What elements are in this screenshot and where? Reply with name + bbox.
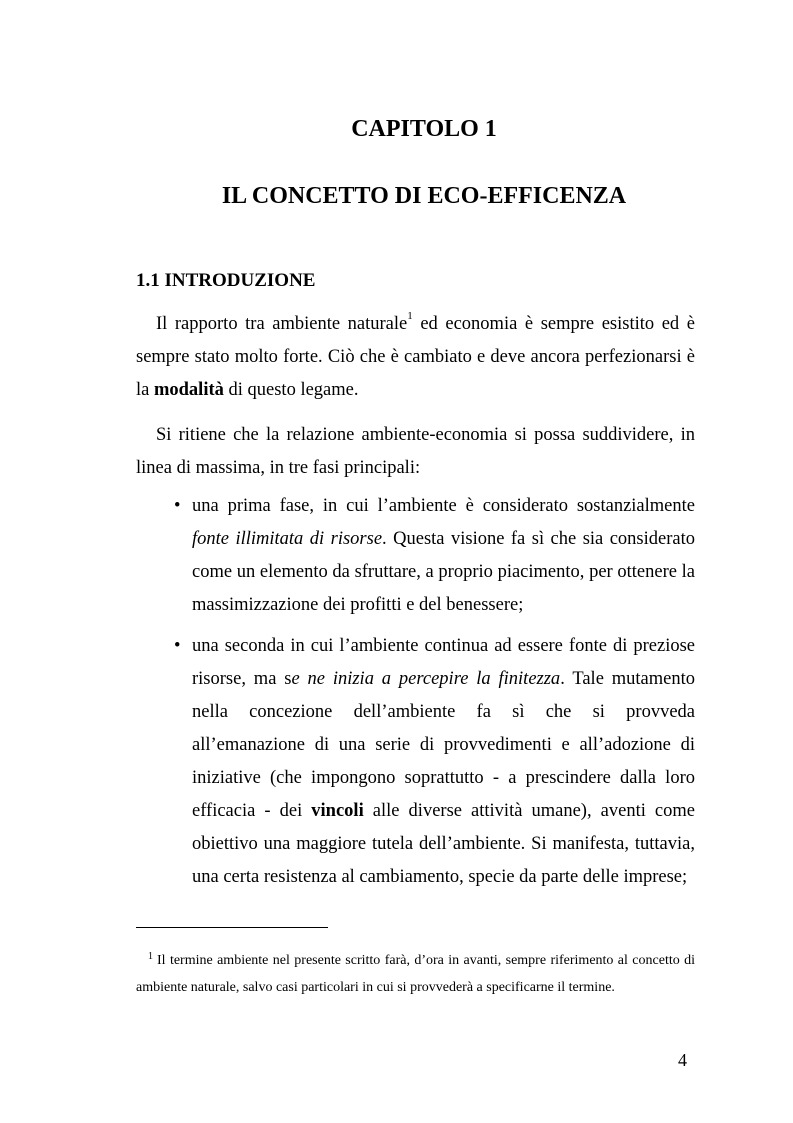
bullet2-text-a: una seconda in cui l’ambiente continua ad essere fonte di preziose risorse, ma s: [192, 636, 695, 689]
bullet-icon: •: [174, 636, 181, 656]
intro-text-b: ed economia è sempre esistito ed è sempre stato molto forte. Ciò che è cambiato e deve ancora perfezionarsi è la: [136, 314, 695, 400]
page-number: 4: [678, 1050, 687, 1070]
section-heading: 1.1 INTRODUZIONE: [136, 270, 316, 291]
intro-bold-term: modalità: [153, 380, 224, 400]
bullet1-text-b: . Questa visione fa sì che sia considerato come un elemento da sfruttare, a proprio piacimento, per ottenere la massimizzazione dei profitti e del benessere;: [192, 529, 695, 615]
footnote-text: Il termine ambiente nel presente scritto farà, d’ora in avanti, sempre riferimento al concetto di ambiente naturale, salvo casi particolari in cui si provvederà a specificarne il termine.: [136, 953, 695, 995]
bullet2-italic: e ne inizia a percepire la finitezza: [291, 669, 561, 689]
intro-paragraph: [136, 308, 695, 407]
footnote-divider: [136, 927, 328, 928]
bullet2-text-c: alle diverse attività umane), aventi come obiettivo una maggiore tutela dell’ambiente. Si manifesta, tuttavia, una certa resistenza al cambiamento, specie da parte delle imprese;: [192, 801, 695, 887]
bullet1-italic: fonte illimitata di risorse: [192, 529, 383, 549]
chapter-title: IL CONCETTO DI ECO-EFFICENZA: [221, 183, 627, 209]
chapter-heading: CAPITOLO 1: [351, 116, 497, 142]
intro-text-a: Il rapporto tra ambiente naturale: [156, 314, 408, 334]
footnote-mark: 1: [148, 951, 153, 962]
phases-paragraph: [136, 419, 695, 485]
bullet2-bold-term: vincoli: [311, 801, 364, 821]
bullet2-text-b: . Tale mutamento nella concezione dell’ambiente fa sì che si provveda all’emanazione di una serie di provvedimenti e all’adozione di iniziative (che impongono soprattutto - a prescindere dalla loro efficacia - dei: [192, 669, 695, 821]
bullet-icon: •: [174, 496, 181, 516]
bullet1-text-a: una prima fase, in cui l’ambiente è considerato sostanzialmente: [192, 496, 695, 516]
phases-text: Si ritiene che la relazione ambiente-economia si possa suddividere, in linea di massima, in tre fasi principali:: [136, 425, 695, 478]
footnote-reference: 1: [407, 309, 413, 322]
list-item: [174, 630, 695, 894]
list-item: [174, 490, 695, 622]
footnote: [136, 948, 695, 1001]
phases-list: [174, 490, 695, 902]
intro-text-c: di questo legame.: [223, 380, 359, 400]
